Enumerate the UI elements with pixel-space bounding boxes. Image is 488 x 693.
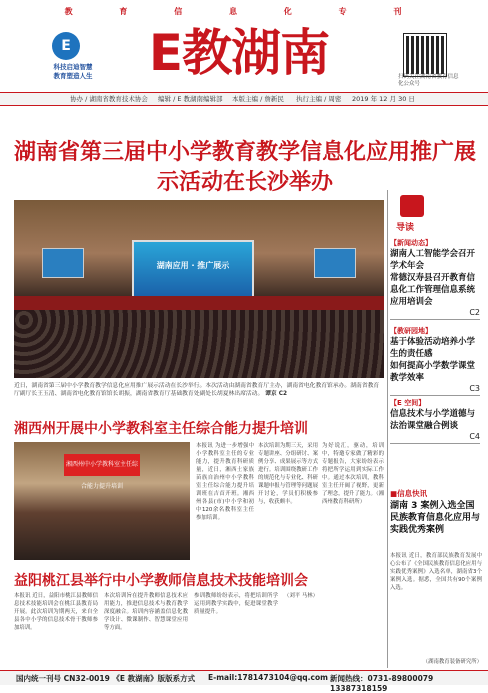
article-column: 本次培训旨在提升教师信息技术应用能力，推进信息技术与教育教学深度融合。培训内容涵盖信息化教学设计、微课制作、智慧课堂应用等方面。 bbox=[104, 593, 188, 631]
right-screen bbox=[314, 248, 356, 278]
page-editor-text: 本版主编 / 詹新民 bbox=[232, 95, 284, 103]
event-photo bbox=[14, 200, 384, 378]
article-photo bbox=[14, 442, 190, 560]
qr-code-icon[interactable] bbox=[404, 34, 446, 76]
guide-label: 导读 bbox=[396, 223, 415, 233]
slogan-line-2: 教育塑造人生 bbox=[53, 72, 93, 80]
news-flash-head: ■信息快讯 bbox=[390, 489, 428, 498]
sidebar-item[interactable] bbox=[390, 326, 480, 360]
guide-icon bbox=[400, 195, 424, 217]
column-divider bbox=[387, 190, 388, 668]
footer-email[interactable]: E-mail:1781473104@qq.com bbox=[208, 673, 328, 682]
exec-editor-text: 执行主编 / 周密 bbox=[296, 95, 342, 103]
caption-text: 近日，湖南省第三届中小学教育教学信息化应用推广展示活动在长沙举行。本次活动由湖南省教育厅主办，湖南省电化教育馆承办。湖南省教育厅副厅长王玉清、湖南省电化教育馆馆长胡振，湖南省教育厅基础教育处副处长胡夏林出席活动。 bbox=[14, 383, 380, 397]
sidebar-item[interactable] bbox=[390, 238, 480, 272]
info-bar bbox=[0, 92, 488, 106]
editor-text: 编辑 / E 教湖南编辑部 bbox=[158, 95, 223, 103]
screen-text: 湖南应用 · 推广展示 bbox=[156, 261, 230, 270]
masthead-title: E教湖南 bbox=[148, 24, 330, 82]
audience bbox=[14, 310, 384, 378]
masthead-slogan bbox=[38, 63, 108, 81]
left-screen bbox=[42, 248, 84, 278]
news-flash-body: 本报讯 近日，教育部民族教育发展中心公布了《全国民族教育信息化应用与实践优秀案例》入选名单，湖南省3个案例入选。据悉，全国共有90个案例入选。 bbox=[390, 553, 482, 591]
sidebar-page: C3 bbox=[390, 384, 480, 396]
article-column: 本报讯 为进一步增强中小学教科室主任的专业能力，提升教育科研质量，近日，湘西土家族苗族自治州中小学教科室主任综合能力提升培训班在吉首开班。湘西州各县(市)中小学和初中120余名教科室主任参加培训。 bbox=[196, 443, 254, 521]
article-column: 本报讯 近日，益阳市桃江县教师信息技术技能培训会在桃江县教育局开展。此次培训为期两天，来自全县各中小学的信息技术骨干教师参加培训。 bbox=[14, 593, 98, 631]
sponsor-text: 协办 / 湖南省教育技术协会 bbox=[70, 95, 148, 103]
sidebar-page: C2 bbox=[390, 308, 480, 320]
issue-date: 2019 年 12 月 30 日 bbox=[352, 95, 415, 103]
article-title: 湘西州开展中小学教科室主任综合能力提升培训 bbox=[14, 421, 308, 437]
article-column-credit: （刘平 马林） bbox=[284, 593, 319, 599]
stage bbox=[14, 296, 384, 310]
sidebar-title: 基于体验活动培养小学生的责任感 bbox=[390, 337, 476, 359]
article-column: 为好说汇，驱动，培训中，特邀专家做了精彩的专题报告，大家纷纷表示将把所学运用到实际工作中。通过本次培训，教科室主任开阔了视野，更新了理念，提升了能力。（湘西州教育科研所） bbox=[322, 443, 384, 505]
sidebar-page: C4 bbox=[390, 432, 480, 444]
sidebar-section: 【新闻动态】 bbox=[390, 239, 432, 247]
sidebar-section: 【E 空间】 bbox=[390, 399, 426, 407]
footer-bar bbox=[0, 670, 488, 693]
masthead-banner: 教 育 信 息 化 专 刊 bbox=[64, 7, 424, 16]
sidebar-item[interactable] bbox=[390, 398, 480, 444]
footer-phone: 新闻热线：0731-89800079 13387318159 bbox=[330, 674, 434, 693]
sidebar-title: 信息技术与小学道德与法治课堂融合例谈 bbox=[390, 409, 476, 431]
photo-banner: 湘西州中小学教科室主任综合能力提升培训 bbox=[64, 454, 140, 476]
publication-logo-icon: E bbox=[52, 32, 80, 60]
article-title: 益阳桃江县举行中小学教师信息技术技能培训会 bbox=[14, 573, 308, 589]
sidebar-title: 湖南人工智能学会召开学术年会 bbox=[390, 249, 476, 271]
caption-credit: 谭京 C2 bbox=[265, 391, 288, 397]
news-flash-title: 湖南 3 案例入选全国民族教育信息化应用与实践优秀案例 bbox=[390, 501, 481, 535]
sidebar-title: 常德汉寿县召开教育信息化工作管理信息系统应用培训会 bbox=[390, 273, 476, 307]
sidebar-item[interactable] bbox=[390, 272, 480, 320]
qr-note: 扫码关注湖南省教育信息化公众号 bbox=[398, 74, 459, 87]
sidebar-section: 【教研园地】 bbox=[390, 327, 432, 335]
article-column: 本次培训为期三天，采用专题讲座、分组研讨、案例分享、成果展示等方式进行。培训围绕教研工作的规范化与专业化、科研课题申报与管理等问题展开讨论，学员们积极参与，收获颇丰。 bbox=[258, 443, 318, 505]
sidebar-title: 如何提高小学数学课堂教学效率 bbox=[390, 361, 476, 383]
sidebar-item[interactable] bbox=[390, 360, 480, 396]
page-headline: 湖南省第三届中小学教育教学信息化应用推广展示活动在长沙举办 bbox=[14, 140, 477, 195]
slogan-line-1: 科技启迪智慧 bbox=[53, 63, 93, 71]
main-screen bbox=[132, 240, 254, 300]
article-column: 参训教师纷纷表示，将把培训所学运用到教学实践中，促进课堂教学质量提升。 bbox=[194, 593, 278, 615]
news-flash-credit: （湖南教育装备研究所） bbox=[422, 659, 482, 665]
photo-caption bbox=[14, 382, 384, 398]
footer-cn: 国内统一刊号 CN32-0019 《E 教湖南》版版系方式 bbox=[16, 674, 196, 683]
